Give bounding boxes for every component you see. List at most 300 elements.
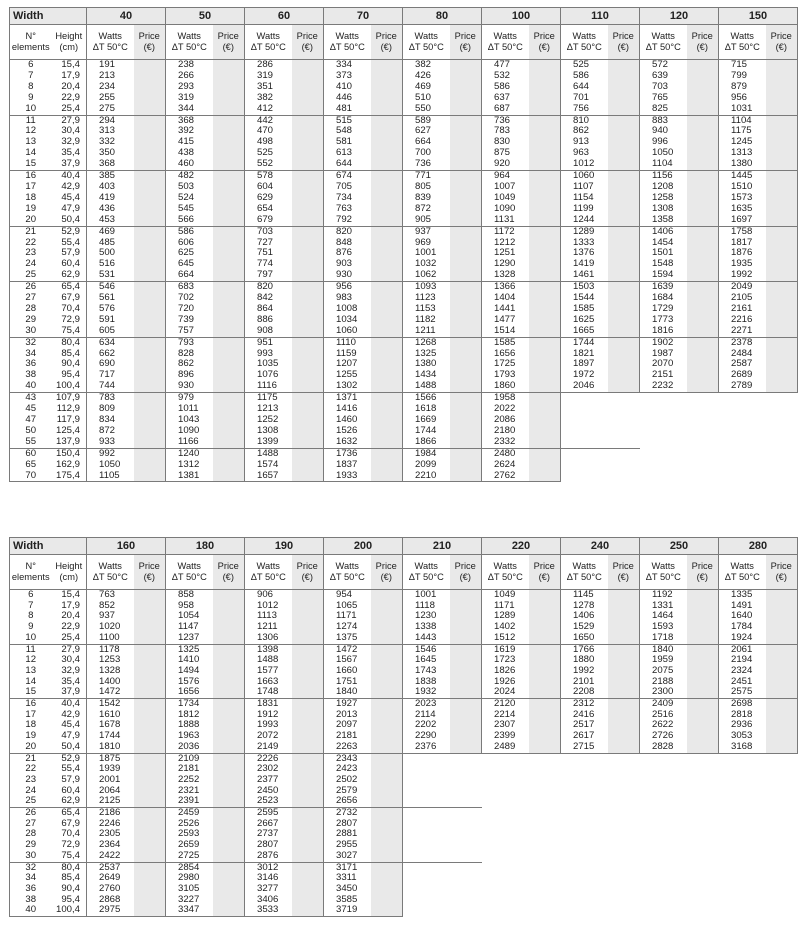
- height-header: Height (cm): [52, 25, 87, 60]
- price-cell: [134, 699, 166, 754]
- watts-cell: 1927 2013 2097 2181 2263: [324, 699, 371, 754]
- width-header: Width: [10, 8, 87, 25]
- price-header: Price (€): [608, 25, 640, 60]
- price-cell: [608, 644, 640, 699]
- price-cell: [371, 448, 403, 482]
- watts-cell: 1744 1821 1897 1972 2046: [561, 337, 608, 393]
- price-cell: [766, 644, 798, 699]
- watts-cell: 1984 2099 2210: [403, 448, 450, 482]
- watts-cell: 368 392 415 438 460: [166, 115, 213, 171]
- elements-cell: 16 17 18 19 20: [10, 171, 52, 227]
- watts-header: Watts ΔT 50°C: [166, 555, 213, 590]
- price-header: Price (€): [134, 25, 166, 60]
- price-cell: [687, 171, 719, 227]
- empty-cell: [640, 393, 687, 449]
- price-header: Price (€): [687, 555, 719, 590]
- price-cell: [134, 115, 166, 171]
- empty-cell: [687, 448, 719, 482]
- watts-cell: 1585 1656 1725 1793 1860: [482, 337, 529, 393]
- radiator-table-1: [9, 7, 798, 482]
- price-cell: [134, 60, 166, 116]
- price-cell: [529, 115, 561, 171]
- watts-cell: 2378 2484 2587 2689 2789: [719, 337, 766, 393]
- watts-cell: 736 783 830 875 920: [482, 115, 529, 171]
- price-header: Price (€): [134, 555, 166, 590]
- watts-cell: 964 1007 1049 1090 1131: [482, 171, 529, 227]
- empty-cell: [640, 862, 687, 917]
- watts-cell: 858 958 1054 1147 1237: [166, 590, 213, 645]
- price-cell: [213, 644, 245, 699]
- watts-cell: 2698 2818 2936 3053 3168: [719, 699, 766, 754]
- watts-cell: 294 313 332 350 368: [87, 115, 134, 171]
- height-cell: 80,4 85,4 90,4 95,4 100,4: [52, 862, 87, 917]
- empty-cell: [687, 808, 719, 863]
- price-cell: [450, 337, 482, 393]
- price-cell: [292, 699, 324, 754]
- price-cell: [134, 393, 166, 449]
- watts-cell: 1192 1331 1464 1593 1718: [640, 590, 687, 645]
- empty-cell: [766, 862, 798, 917]
- height-cell: 80,4 85,4 90,4 95,4 100,4: [52, 337, 87, 393]
- price-cell: [371, 60, 403, 116]
- height-cell: 65,4 67,9 70,4 72,9 75,4: [52, 808, 87, 863]
- watts-cell: 634 662 690 717 744: [87, 337, 134, 393]
- width-100-header: 100: [482, 8, 561, 25]
- price-cell: [292, 862, 324, 917]
- elements-cell: 60 65 70: [10, 448, 52, 482]
- empty-cell: [450, 808, 482, 863]
- empty-cell: [719, 753, 766, 808]
- price-cell: [687, 115, 719, 171]
- price-cell: [608, 699, 640, 754]
- price-cell: [450, 393, 482, 449]
- watts-cell: 1488 1574 1657: [245, 448, 292, 482]
- watts-cell: 1542 1610 1678 1744 1810: [87, 699, 134, 754]
- price-cell: [450, 282, 482, 338]
- price-cell: [213, 699, 245, 754]
- watts-header: Watts ΔT 50°C: [245, 555, 292, 590]
- watts-cell: 1049 1171 1289 1402 1512: [482, 590, 529, 645]
- watts-cell: 469 485 500 516 531: [87, 226, 134, 282]
- price-cell: [687, 590, 719, 645]
- elements-cell: 26 27 28 29 30: [10, 808, 52, 863]
- watts-cell: 1406 1454 1501 1548 1594: [640, 226, 687, 282]
- price-cell: [766, 590, 798, 645]
- empty-cell: [640, 753, 687, 808]
- width-40-header: 40: [87, 8, 166, 25]
- watts-cell: 992 1050 1105: [87, 448, 134, 482]
- watts-cell: 578 604 629 654 679: [245, 171, 292, 227]
- price-cell: [766, 60, 798, 116]
- empty-cell: [561, 393, 608, 449]
- empty-cell: [640, 448, 687, 482]
- watts-cell: 1366 1404 1441 1477 1514: [482, 282, 529, 338]
- price-cell: [766, 699, 798, 754]
- price-cell: [687, 60, 719, 116]
- empty-cell: [482, 753, 529, 808]
- empty-cell: [766, 393, 798, 449]
- watts-cell: 1503 1544 1585 1625 1665: [561, 282, 608, 338]
- price-cell: [134, 226, 166, 282]
- watts-cell: 2459 2526 2593 2659 2725: [166, 808, 213, 863]
- watts-cell: 2023 2114 2202 2290 2376: [403, 699, 450, 754]
- price-cell: [766, 115, 798, 171]
- price-header: Price (€): [292, 25, 324, 60]
- price-header: Price (€): [766, 555, 798, 590]
- watts-cell: 820 848 876 903 930: [324, 226, 371, 282]
- price-cell: [292, 753, 324, 808]
- price-cell: [450, 115, 482, 171]
- empty-cell: [719, 862, 766, 917]
- price-cell: [134, 171, 166, 227]
- price-cell: [529, 337, 561, 393]
- watts-cell: 2312 2416 2517 2617 2715: [561, 699, 608, 754]
- price-cell: [134, 644, 166, 699]
- watts-cell: 2409 2516 2622 2726 2828: [640, 699, 687, 754]
- empty-cell: [687, 862, 719, 917]
- price-cell: [134, 808, 166, 863]
- height-cell: 107,9 112,9 117,9 125,4 137,9: [52, 393, 87, 449]
- watts-header: Watts ΔT 50°C: [87, 25, 134, 60]
- price-cell: [213, 393, 245, 449]
- elements-cell: 32 34 36 38 40: [10, 337, 52, 393]
- empty-cell: [640, 808, 687, 863]
- watts-header: Watts ΔT 50°C: [403, 555, 450, 590]
- watts-cell: 1325 1410 1494 1576 1656: [166, 644, 213, 699]
- width-120-header: 120: [640, 8, 719, 25]
- watts-header: Watts ΔT 50°C: [561, 555, 608, 590]
- price-cell: [292, 337, 324, 393]
- price-cell: [450, 226, 482, 282]
- height-cell: 40,4 42,9 45,4 47,9 50,4: [52, 699, 87, 754]
- watts-cell: 3171 3311 3450 3585 3719: [324, 862, 371, 917]
- watts-cell: 286 319 351 382 412: [245, 60, 292, 116]
- watts-cell: 1736 1837 1933: [324, 448, 371, 482]
- watts-cell: 1875 1939 2001 2064 2125: [87, 753, 134, 808]
- price-header: Price (€): [213, 25, 245, 60]
- watts-cell: 2120 2214 2307 2399 2489: [482, 699, 529, 754]
- watts-header: Watts ΔT 50°C: [324, 555, 371, 590]
- price-cell: [608, 282, 640, 338]
- watts-cell: 586 606 625 645 664: [166, 226, 213, 282]
- width-210-header: 210: [403, 538, 482, 555]
- price-header: Price (€): [371, 25, 403, 60]
- watts-cell: 1472 1567 1660 1751 1840: [324, 644, 371, 699]
- watts-cell: 589 627 664 700 736: [403, 115, 450, 171]
- watts-cell: 951 993 1035 1076 1116: [245, 337, 292, 393]
- price-cell: [134, 337, 166, 393]
- price-header: Price (€): [766, 25, 798, 60]
- watts-cell: 1766 1880 1992 2101 2208: [561, 644, 608, 699]
- width-60-header: 60: [245, 8, 324, 25]
- price-cell: [213, 60, 245, 116]
- watts-cell: 334 373 410 446 481: [324, 60, 371, 116]
- price-cell: [134, 862, 166, 917]
- elements-cell: 6 7 8 9 10: [10, 60, 52, 116]
- empty-cell: [403, 862, 450, 917]
- watts-cell: 906 1012 1113 1211 1306: [245, 590, 292, 645]
- empty-cell: [608, 808, 640, 863]
- watts-header: Watts ΔT 50°C: [561, 25, 608, 60]
- watts-cell: 1831 1912 1993 2072 2149: [245, 699, 292, 754]
- watts-cell: 1289 1333 1376 1419 1461: [561, 226, 608, 282]
- price-cell: [213, 282, 245, 338]
- price-cell: [371, 171, 403, 227]
- price-cell: [766, 226, 798, 282]
- watts-cell: 1958 2022 2086 2180 2332: [482, 393, 529, 449]
- elements-cell: 21 22 23 24 25: [10, 226, 52, 282]
- watts-header: Watts ΔT 50°C: [324, 25, 371, 60]
- watts-cell: 442 470 498 525 552: [245, 115, 292, 171]
- price-cell: [371, 115, 403, 171]
- price-cell: [292, 393, 324, 449]
- price-cell: [213, 808, 245, 863]
- price-cell: [608, 60, 640, 116]
- empty-cell: [687, 393, 719, 449]
- price-cell: [134, 282, 166, 338]
- watts-cell: 238 266 293 319 344: [166, 60, 213, 116]
- price-cell: [371, 644, 403, 699]
- watts-cell: 2186 2246 2305 2364 2422: [87, 808, 134, 863]
- price-cell: [292, 282, 324, 338]
- empty-cell: [529, 808, 561, 863]
- price-cell: [766, 337, 798, 393]
- price-cell: [371, 337, 403, 393]
- empty-cell: [719, 448, 766, 482]
- watts-cell: 674 705 734 763 792: [324, 171, 371, 227]
- price-cell: [450, 60, 482, 116]
- price-cell: [292, 226, 324, 282]
- watts-cell: 1240 1312 1381: [166, 448, 213, 482]
- elements-cell: 11 12 13 14 15: [10, 115, 52, 171]
- height-cell: 52,9 55,4 57,9 60,4 62,9: [52, 226, 87, 282]
- watts-header: Watts ΔT 50°C: [640, 25, 687, 60]
- width-70-header: 70: [324, 8, 403, 25]
- watts-header: Watts ΔT 50°C: [719, 555, 766, 590]
- width-280-header: 280: [719, 538, 798, 555]
- watts-cell: 763 852 937 1020 1100: [87, 590, 134, 645]
- watts-cell: 1902 1987 2070 2151 2232: [640, 337, 687, 393]
- price-cell: [608, 171, 640, 227]
- price-cell: [213, 590, 245, 645]
- watts-cell: 1639 1684 1729 1773 1816: [640, 282, 687, 338]
- price-cell: [292, 60, 324, 116]
- watts-cell: 771 805 839 872 905: [403, 171, 450, 227]
- watts-cell: 1758 1817 1876 1935 1992: [719, 226, 766, 282]
- price-cell: [292, 448, 324, 482]
- price-cell: [608, 590, 640, 645]
- watts-cell: 1566 1618 1669 1744 1866: [403, 393, 450, 449]
- watts-cell: 1734 1812 1888 1963 2036: [166, 699, 213, 754]
- watts-cell: 2732 2807 2881 2955 3027: [324, 808, 371, 863]
- watts-cell: 1175 1213 1252 1308 1399: [245, 393, 292, 449]
- price-cell: [687, 282, 719, 338]
- watts-cell: 546 561 576 591 605: [87, 282, 134, 338]
- empty-cell: [766, 448, 798, 482]
- price-cell: [529, 590, 561, 645]
- width-250-header: 250: [640, 538, 719, 555]
- price-cell: [608, 337, 640, 393]
- watts-cell: 793 828 862 896 930: [166, 337, 213, 393]
- height-cell: 40,4 42,9 45,4 47,9 50,4: [52, 171, 87, 227]
- price-cell: [292, 590, 324, 645]
- width-80-header: 80: [403, 8, 482, 25]
- price-cell: [371, 862, 403, 917]
- watts-cell: 482 503 524 545 566: [166, 171, 213, 227]
- watts-cell: 883 940 996 1050 1104: [640, 115, 687, 171]
- price-cell: [292, 115, 324, 171]
- empty-cell: [529, 862, 561, 917]
- price-cell: [687, 699, 719, 754]
- empty-cell: [403, 753, 450, 808]
- watts-cell: 954 1065 1171 1274 1375: [324, 590, 371, 645]
- empty-cell: [482, 862, 529, 917]
- empty-cell: [450, 753, 482, 808]
- watts-cell: 2480 2624 2762: [482, 448, 529, 482]
- price-cell: [529, 60, 561, 116]
- watts-cell: 2109 2181 2252 2321 2391: [166, 753, 213, 808]
- watts-cell: 1156 1208 1258 1308 1358: [640, 171, 687, 227]
- empty-cell: [608, 393, 640, 449]
- price-header: Price (€): [292, 555, 324, 590]
- width-header: Width: [10, 538, 87, 555]
- price-cell: [371, 393, 403, 449]
- watts-cell: 1371 1416 1460 1526 1632: [324, 393, 371, 449]
- watts-cell: 1145 1278 1406 1529 1650: [561, 590, 608, 645]
- empty-cell: [403, 808, 450, 863]
- watts-cell: 2595 2667 2737 2807 2876: [245, 808, 292, 863]
- width-220-header: 220: [482, 538, 561, 555]
- height-cell: 65,4 67,9 70,4 72,9 75,4: [52, 282, 87, 338]
- watts-header: Watts ΔT 50°C: [403, 25, 450, 60]
- price-cell: [529, 644, 561, 699]
- watts-header: Watts ΔT 50°C: [87, 555, 134, 590]
- elements-cell: 16 17 18 19 20: [10, 699, 52, 754]
- empty-cell: [719, 393, 766, 449]
- price-cell: [529, 448, 561, 482]
- watts-cell: 1110 1159 1207 1255 1302: [324, 337, 371, 393]
- watts-cell: 1335 1491 1640 1784 1924: [719, 590, 766, 645]
- price-header: Price (€): [608, 555, 640, 590]
- watts-header: Watts ΔT 50°C: [482, 555, 529, 590]
- price-header: Price (€): [371, 555, 403, 590]
- price-cell: [529, 699, 561, 754]
- price-header: Price (€): [450, 25, 482, 60]
- empty-cell: [482, 808, 529, 863]
- empty-cell: [561, 753, 608, 808]
- watts-cell: 2061 2194 2324 2451 2575: [719, 644, 766, 699]
- width-240-header: 240: [561, 538, 640, 555]
- width-110-header: 110: [561, 8, 640, 25]
- watts-cell: 1546 1645 1743 1838 1932: [403, 644, 450, 699]
- watts-cell: 2226 2302 2377 2450 2523: [245, 753, 292, 808]
- watts-cell: 1619 1723 1826 1926 2024: [482, 644, 529, 699]
- empty-cell: [450, 862, 482, 917]
- empty-cell: [719, 808, 766, 863]
- width-160-header: 160: [87, 538, 166, 555]
- watts-cell: 820 842 864 886 908: [245, 282, 292, 338]
- watts-header: Watts ΔT 50°C: [482, 25, 529, 60]
- watts-cell: 572 639 703 765 825: [640, 60, 687, 116]
- price-cell: [687, 337, 719, 393]
- watts-header: Watts ΔT 50°C: [166, 25, 213, 60]
- empty-cell: [608, 753, 640, 808]
- watts-cell: 2537 2649 2760 2868 2975: [87, 862, 134, 917]
- empty-cell: [529, 753, 561, 808]
- watts-cell: 979 1011 1043 1090 1166: [166, 393, 213, 449]
- height-cell: 15,4 17,9 20,4 22,9 25,4: [52, 60, 87, 116]
- width-190-header: 190: [245, 538, 324, 555]
- watts-cell: 810 862 913 963 1012: [561, 115, 608, 171]
- watts-cell: 683 702 720 739 757: [166, 282, 213, 338]
- price-cell: [292, 171, 324, 227]
- watts-cell: 1445 1510 1573 1635 1697: [719, 171, 766, 227]
- watts-header: Watts ΔT 50°C: [640, 555, 687, 590]
- price-cell: [371, 282, 403, 338]
- watts-cell: 1398 1488 1577 1663 1748: [245, 644, 292, 699]
- price-cell: [687, 226, 719, 282]
- price-cell: [608, 115, 640, 171]
- watts-cell: 3012 3146 3277 3406 3533: [245, 862, 292, 917]
- price-cell: [371, 590, 403, 645]
- price-cell: [450, 590, 482, 645]
- elements-cell: 26 27 28 29 30: [10, 282, 52, 338]
- watts-cell: 515 548 581 613 644: [324, 115, 371, 171]
- watts-cell: 1104 1175 1245 1313 1380: [719, 115, 766, 171]
- empty-cell: [608, 448, 640, 482]
- width-150-header: 150: [719, 8, 798, 25]
- elements-cell: 21 22 23 24 25: [10, 753, 52, 808]
- watts-cell: 1001 1118 1230 1338 1443: [403, 590, 450, 645]
- price-cell: [134, 448, 166, 482]
- price-cell: [529, 393, 561, 449]
- height-cell: 150,4 162,9 175,4: [52, 448, 87, 482]
- price-cell: [450, 171, 482, 227]
- width-50-header: 50: [166, 8, 245, 25]
- price-cell: [134, 590, 166, 645]
- watts-cell: 525 586 644 701 756: [561, 60, 608, 116]
- watts-cell: 477 532 586 637 687: [482, 60, 529, 116]
- watts-cell: 1060 1107 1154 1199 1244: [561, 171, 608, 227]
- watts-cell: 703 727 751 774 797: [245, 226, 292, 282]
- empty-cell: [766, 753, 798, 808]
- price-cell: [213, 448, 245, 482]
- price-header: Price (€): [687, 25, 719, 60]
- watts-cell: 783 809 834 872 933: [87, 393, 134, 449]
- height-header: Height (cm): [52, 555, 87, 590]
- width-180-header: 180: [166, 538, 245, 555]
- price-cell: [687, 644, 719, 699]
- width-200-header: 200: [324, 538, 403, 555]
- watts-cell: 1178 1253 1328 1400 1472: [87, 644, 134, 699]
- watts-header: Watts ΔT 50°C: [245, 25, 292, 60]
- watts-cell: 1840 1959 2075 2188 2300: [640, 644, 687, 699]
- price-cell: [213, 753, 245, 808]
- price-cell: [529, 282, 561, 338]
- price-cell: [450, 644, 482, 699]
- watts-cell: 385 403 419 436 453: [87, 171, 134, 227]
- price-cell: [213, 862, 245, 917]
- price-cell: [134, 753, 166, 808]
- empty-cell: [561, 808, 608, 863]
- elements-cell: 6 7 8 9 10: [10, 590, 52, 645]
- watts-cell: 2343 2423 2502 2579 2656: [324, 753, 371, 808]
- watts-cell: 1268 1325 1380 1434 1488: [403, 337, 450, 393]
- empty-cell: [561, 862, 608, 917]
- price-header: Price (€): [450, 555, 482, 590]
- price-cell: [292, 644, 324, 699]
- elements-header: N° elements: [10, 25, 52, 60]
